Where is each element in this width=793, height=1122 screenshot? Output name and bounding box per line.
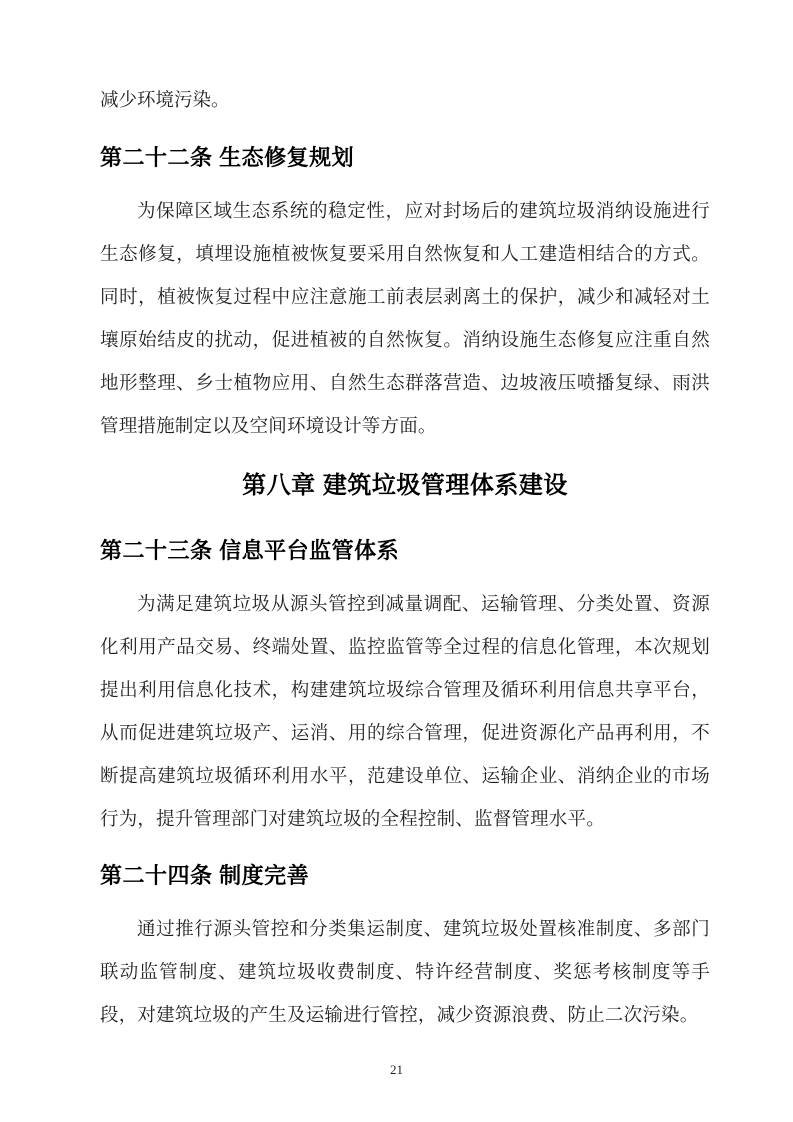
page-number: 21 — [390, 1062, 403, 1077]
document-content — [100, 0, 710, 1056]
article-24-heading: 第二十四条 制度完善 — [100, 862, 310, 888]
article-24-paragraph: 通过推行源头管控和分类集运制度、建筑垃圾处置核准制度、多部门联动监管制度、建筑垃圾收费制度、特许经营制度、奖惩考核制度等手段，对建筑垃圾的产生及运输进行管控，减少资源浪费、防止二次污染。 — [100, 919, 710, 1026]
article-23-paragraph: 为满足建筑垃圾从源头管控到减量调配、运输管理、分类处置、资源化利用产品交易、终端处置、监控监管等全过程的信息化管理，本次规划提出利用信息化技术，构建建筑垃圾综合管理及循环利用信息共享平台，从而促进建筑垃圾产、运消、用的综合管理，促进资源化产品再利用，不断提高建筑垃圾循环利用水平，范建设单位、运输企业、消纳企业的市场行为，提升管理部门对建筑垃圾的全程控制、监督管理水平。 — [100, 595, 710, 830]
article-22-paragraph: 为保障区域生态系统的稳定性，应对封场后的建筑垃圾消纳设施进行生态修复，填埋设施植被恢复要采用自然恢复和人工建造相结合的方式。同时，植被恢复过程中应注意施工前表层剥离土的保护，减少和减轻对土壤原始结皮的扰动，促进植被的自然恢复。消纳设施生态修复应注重自然地形整理、乡士植物应用、自然生态群落营造、边坡液压喷播复绿、雨洪管理措施制定以及空间环境设计等方面。 — [100, 202, 710, 438]
article-23-heading: 第二十三条 信息平台监管体系 — [100, 537, 400, 563]
continuation-paragraph: 减少环境污染。 — [100, 91, 230, 111]
article-22-heading: 第二十二条 生态修复规划 — [100, 145, 355, 170]
chapter-8-title: 第八章 建筑垃圾管理体系建设 — [242, 471, 568, 499]
